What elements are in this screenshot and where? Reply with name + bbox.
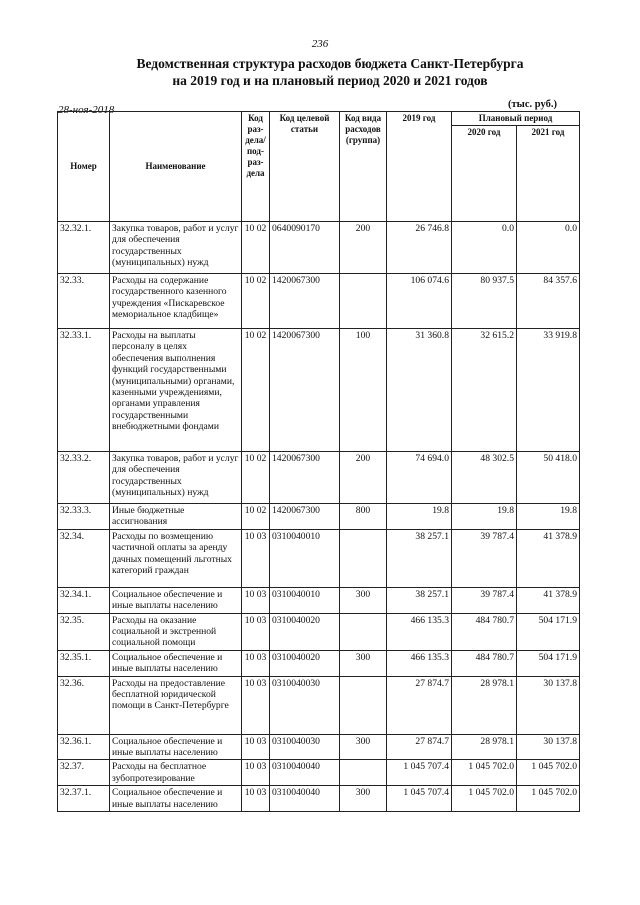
row-target-code: 1420067300 — [270, 452, 340, 504]
header-2019: 2019 год — [387, 112, 452, 222]
row-expense-type — [340, 676, 387, 734]
title-line-2: на 2019 год и на плановый период 2020 и 2021 годов — [172, 73, 488, 88]
row-value-2019: 19.8 — [387, 504, 452, 530]
table-header — [58, 112, 580, 222]
row-target-code: 1420067300 — [270, 274, 340, 329]
row-number: 32.36. — [58, 676, 110, 734]
row-target-code: 0310040020 — [270, 613, 340, 650]
row-number: 32.33.1. — [58, 329, 110, 452]
row-name: Социальное обеспечение и иные выплаты населению — [110, 587, 242, 613]
row-target-code: 1420067300 — [270, 504, 340, 530]
row-section-code: 10 03 — [242, 529, 270, 587]
row-section-code: 10 02 — [242, 222, 270, 274]
row-value-2020: 32 615.2 — [452, 329, 517, 452]
page-number: 236 — [311, 38, 329, 50]
table-row — [58, 734, 580, 760]
table-row — [58, 676, 580, 734]
table-row — [58, 760, 580, 786]
document-date: 28-ноя-2018 — [58, 104, 115, 116]
budget-table — [57, 111, 580, 812]
row-value-2019: 466 135.3 — [387, 613, 452, 650]
row-section-code: 10 03 — [242, 676, 270, 734]
row-value-2019: 27 874.7 — [387, 734, 452, 760]
header-2020: 2020 год — [452, 126, 517, 222]
row-name: Социальное обеспечение и иные выплаты населению — [110, 786, 242, 812]
row-expense-type: 200 — [340, 452, 387, 504]
row-value-2021: 504 171.9 — [517, 613, 580, 650]
row-target-code: 0310040010 — [270, 587, 340, 613]
row-expense-type: 300 — [340, 734, 387, 760]
row-name: Закупка товаров, работ и услуг для обеспечения государственных (муниципальных) нужд — [110, 452, 242, 504]
row-value-2021: 1 045 702.0 — [517, 760, 580, 786]
row-value-2020: 80 937.5 — [452, 274, 517, 329]
row-value-2020: 39 787.4 — [452, 529, 517, 587]
row-value-2021: 41 378.9 — [517, 529, 580, 587]
table-row — [58, 452, 580, 504]
row-value-2019: 26 746.8 — [387, 222, 452, 274]
header-section-code: Код раз-дела/ под-раз-дела — [242, 112, 270, 222]
row-name: Расходы на содержание государственного казенного учреждения «Пискаревское мемориальное кладбище» — [110, 274, 242, 329]
row-expense-type: 300 — [340, 786, 387, 812]
row-target-code: 0310040030 — [270, 676, 340, 734]
row-number: 32.34.1. — [58, 587, 110, 613]
row-section-code: 10 02 — [242, 329, 270, 452]
row-value-2020: 48 302.5 — [452, 452, 517, 504]
row-value-2021: 30 137.8 — [517, 734, 580, 760]
table-row — [58, 786, 580, 812]
row-expense-type: 800 — [340, 504, 387, 530]
row-value-2019: 38 257.1 — [387, 587, 452, 613]
row-number: 32.33.2. — [58, 452, 110, 504]
row-section-code: 10 03 — [242, 786, 270, 812]
row-name: Расходы на оказание социальной и экстренной социальной помощи — [110, 613, 242, 650]
row-value-2020: 1 045 702.0 — [452, 760, 517, 786]
row-target-code: 0310040020 — [270, 650, 340, 676]
table-row — [58, 587, 580, 613]
row-number: 32.37.1. — [58, 786, 110, 812]
row-target-code: 0310040040 — [270, 760, 340, 786]
table-row — [58, 529, 580, 587]
table-row — [58, 329, 580, 452]
row-name: Расходы на бесплатное зубопротезирование — [110, 760, 242, 786]
row-name: Иные бюджетные ассигнования — [110, 504, 242, 530]
row-section-code: 10 02 — [242, 452, 270, 504]
header-name: Наименование — [110, 112, 242, 222]
header-planned-period: Плановый период — [452, 112, 580, 126]
row-value-2020: 19.8 — [452, 504, 517, 530]
row-name: Расходы на выплаты персоналу в целях обеспечения выполнения функций государственными (муниципальными) органами, казенными учреждениями, органами управления государственными внебюджетными фондами — [110, 329, 242, 452]
row-value-2019: 27 874.7 — [387, 676, 452, 734]
row-expense-type — [340, 529, 387, 587]
title-line-1: Ведомственная структура расходов бюджета Санкт-Петербурга — [136, 56, 524, 71]
row-value-2020: 1 045 702.0 — [452, 786, 517, 812]
row-value-2020: 484 780.7 — [452, 613, 517, 650]
row-value-2021: 84 357.6 — [517, 274, 580, 329]
row-target-code: 0640090170 — [270, 222, 340, 274]
row-value-2019: 38 257.1 — [387, 529, 452, 587]
document-title — [60, 55, 600, 89]
row-value-2021: 1 045 702.0 — [517, 786, 580, 812]
row-value-2019: 31 360.8 — [387, 329, 452, 452]
row-number: 32.37. — [58, 760, 110, 786]
row-number: 32.33. — [58, 274, 110, 329]
row-value-2021: 41 378.9 — [517, 587, 580, 613]
row-target-code: 1420067300 — [270, 329, 340, 452]
row-number: 32.35. — [58, 613, 110, 650]
row-number: 32.32.1. — [58, 222, 110, 274]
row-value-2019: 106 074.6 — [387, 274, 452, 329]
row-expense-type — [340, 760, 387, 786]
row-expense-type: 300 — [340, 650, 387, 676]
row-expense-type — [340, 274, 387, 329]
row-section-code: 10 03 — [242, 613, 270, 650]
header-2021: 2021 год — [517, 126, 580, 222]
row-value-2021: 0.0 — [517, 222, 580, 274]
table-row — [58, 222, 580, 274]
header-target-code: Код целевой статьи — [270, 112, 340, 222]
row-number: 32.33.3. — [58, 504, 110, 530]
row-expense-type: 300 — [340, 587, 387, 613]
table-row — [58, 504, 580, 530]
row-value-2019: 1 045 707.4 — [387, 786, 452, 812]
header-expense-type-code: Код вида расходов (группа) — [340, 112, 387, 222]
row-section-code: 10 03 — [242, 760, 270, 786]
row-name: Расходы по возмещению частичной оплаты за аренду дачных помещений льготных категорий граждан — [110, 529, 242, 587]
row-expense-type: 100 — [340, 329, 387, 452]
row-value-2021: 30 137.8 — [517, 676, 580, 734]
row-name: Социальное обеспечение и иные выплаты населению — [110, 650, 242, 676]
row-value-2021: 50 418.0 — [517, 452, 580, 504]
row-section-code: 10 02 — [242, 504, 270, 530]
row-value-2020: 39 787.4 — [452, 587, 517, 613]
row-section-code: 10 02 — [242, 274, 270, 329]
table-body — [58, 222, 580, 812]
row-name: Социальное обеспечение и иные выплаты населению — [110, 734, 242, 760]
table-row — [58, 274, 580, 329]
row-value-2020: 28 978.1 — [452, 734, 517, 760]
row-target-code: 0310040040 — [270, 786, 340, 812]
row-value-2019: 466 135.3 — [387, 650, 452, 676]
row-section-code: 10 03 — [242, 734, 270, 760]
row-value-2021: 33 919.8 — [517, 329, 580, 452]
row-value-2020: 28 978.1 — [452, 676, 517, 734]
row-number: 32.34. — [58, 529, 110, 587]
table-row — [58, 650, 580, 676]
row-value-2019: 1 045 707.4 — [387, 760, 452, 786]
row-value-2019: 74 694.0 — [387, 452, 452, 504]
row-value-2021: 19.8 — [517, 504, 580, 530]
table-row — [58, 613, 580, 650]
row-name: Расходы на предоставление бесплатной юридической помощи в Санкт-Петербурге — [110, 676, 242, 734]
header-number: Номер — [58, 112, 110, 222]
row-number: 32.35.1. — [58, 650, 110, 676]
row-value-2021: 504 171.9 — [517, 650, 580, 676]
row-expense-type — [340, 613, 387, 650]
row-expense-type: 200 — [340, 222, 387, 274]
row-target-code: 0310040010 — [270, 529, 340, 587]
row-value-2020: 0.0 — [452, 222, 517, 274]
row-number: 32.36.1. — [58, 734, 110, 760]
row-section-code: 10 03 — [242, 650, 270, 676]
units-label: (тыс. руб.) — [508, 99, 557, 110]
row-name: Закупка товаров, работ и услуг для обеспечения государственных (муниципальных) нужд — [110, 222, 242, 274]
row-target-code: 0310040030 — [270, 734, 340, 760]
row-section-code: 10 03 — [242, 587, 270, 613]
row-value-2020: 484 780.7 — [452, 650, 517, 676]
